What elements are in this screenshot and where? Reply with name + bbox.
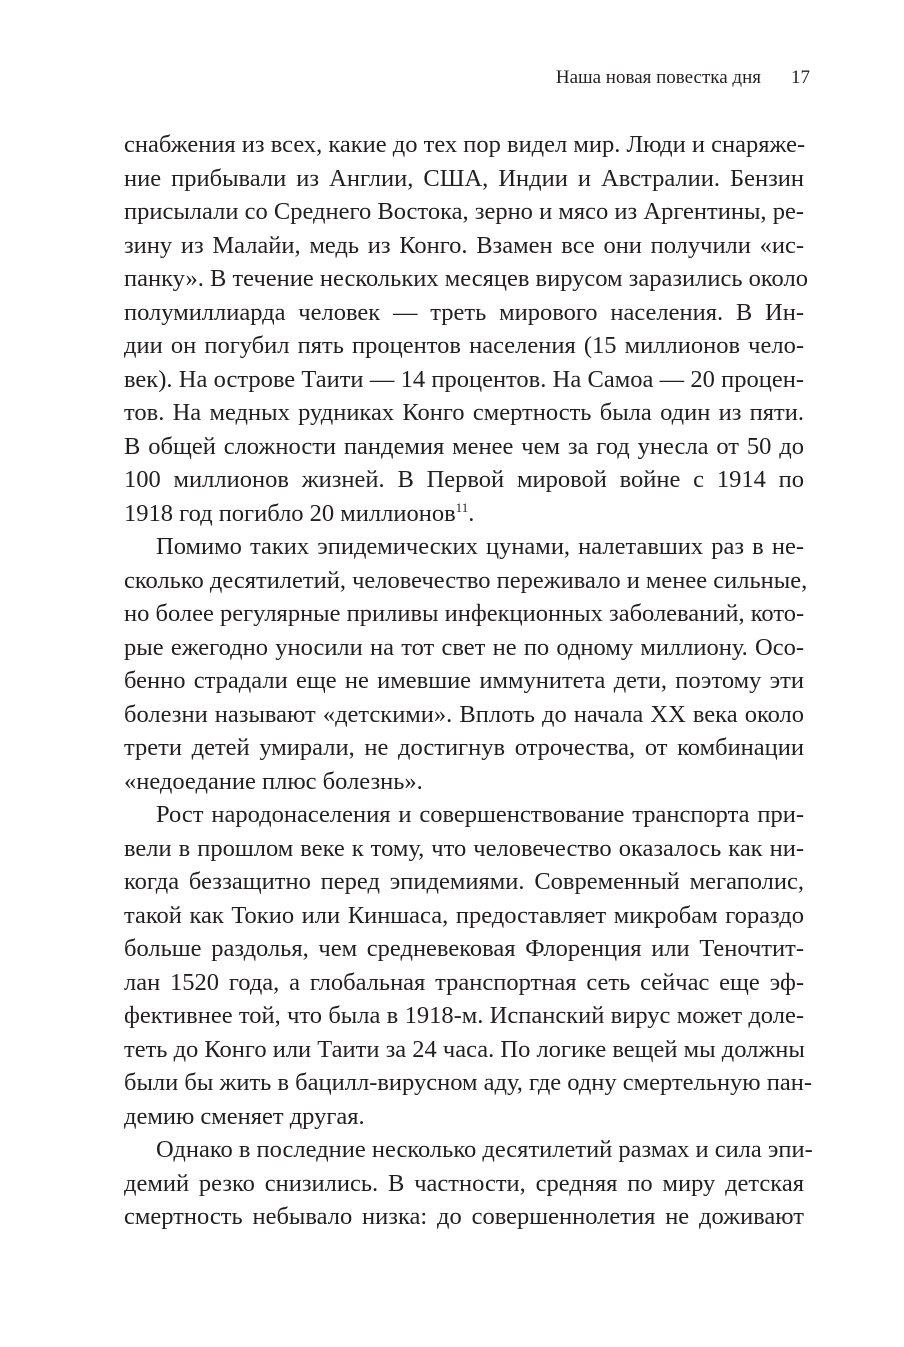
text-line: смертность небывало низка: до совершеннолетия не доживают	[124, 1203, 804, 1230]
text-line: 100 миллионов жизней. В Первой мировой войне с 1914 по	[124, 466, 804, 493]
text-line: Однако в последние несколько десятилетий размах и сила эпи-	[156, 1136, 813, 1163]
text-line-last: демию сменяет другая.	[124, 1102, 365, 1130]
body-text	[124, 128, 813, 1234]
text-line: В общей сложности пандемия менее чем за год унесла от 50 до	[124, 432, 804, 460]
text-line: тов. На медных рудниках Конго смертность была один из пяти.	[124, 399, 804, 426]
text-line-last	[124, 497, 804, 531]
text-line: полумиллиарда человек — треть мирового населения. В Ин-	[124, 298, 804, 326]
running-header	[124, 66, 810, 90]
footnote-reference: 11	[455, 499, 469, 515]
text-line: ние прибывали из Англии, США, Индии и Австралии. Бензин	[124, 164, 804, 192]
text-line: болезни называют «детскими». Вплоть до начала XX века около	[124, 700, 804, 728]
text-line: когда беззащитно перед эпидемиями. Современный мегаполис,	[124, 868, 804, 895]
text-line: век). На острове Таити — 14 процентов. На Самоа — 20 процен-	[124, 365, 804, 393]
paragraph-1	[124, 128, 808, 530]
text-fragment: 1918 год погибло 20 миллионов	[124, 499, 456, 527]
text-line: демий резко снизились. В частности, средняя по миру детская	[124, 1169, 804, 1197]
paragraph-4	[124, 1133, 813, 1234]
text-line: дии он погубил пять процентов населения (15 миллионов чело-	[124, 332, 804, 359]
text-line: теть до Конго или Таити за 24 часа. По логике вещей мы должны	[124, 1035, 805, 1063]
text-fragment: .	[468, 499, 475, 527]
text-line: больше раздолья, чем средневековая Флоренция или Теночтит-	[124, 935, 804, 962]
text-line: бенно страдали еще не имевшие иммунитета дети, поэтому эти	[124, 667, 804, 694]
text-line: снабжения из всех, какие до тех пор видел мир. Люди и снаряже-	[124, 131, 806, 158]
paragraph-3	[124, 798, 812, 1133]
text-line: были бы жить в бацилл-вирусном аду, где одну смертельную пан-	[124, 1069, 812, 1096]
text-line: рые ежегодно уносили на тот свет не по одному миллиону. Осо-	[124, 633, 804, 661]
text-line: фективнее той, что была в 1918-м. Испанский вирус может доле-	[124, 1002, 804, 1029]
text-line: но более регулярные приливы инфекционных заболеваний, кото-	[124, 600, 805, 627]
text-line: Помимо таких эпидемических цунами, налетавших раз в не-	[156, 533, 804, 560]
text-line: панку». В течение нескольких месяцев вирусом заразились около	[124, 265, 808, 292]
running-header-title: Наша новая повестка дня	[555, 67, 761, 88]
page-number: 17	[791, 67, 810, 88]
text-line: лан 1520 года, а глобальная транспортная сеть сейчас еще эф-	[124, 968, 804, 996]
text-line: такой как Токио или Киншаса, предоставляет микробам гораздо	[124, 901, 804, 929]
text-line: трети детей умирали, не достигнув отрочества, от комбинации	[124, 734, 804, 761]
text-line: Рост народонаселения и совершенствование транспорта при-	[156, 801, 804, 828]
text-line: вели в прошлом веке к тому, что человечество оказалось как ни-	[124, 834, 804, 862]
paragraph-2	[124, 530, 808, 798]
text-line: зину из Малайи, медь из Конго. Взамен все они получили «ис-	[124, 231, 804, 259]
text-line-last: «недоедание плюс болезнь».	[124, 767, 423, 795]
text-line: сколько десятилетий, человечество переживало и менее сильные,	[124, 566, 808, 594]
text-line: присылали со Среднего Востока, зерно и мясо из Аргентины, ре-	[124, 198, 804, 225]
